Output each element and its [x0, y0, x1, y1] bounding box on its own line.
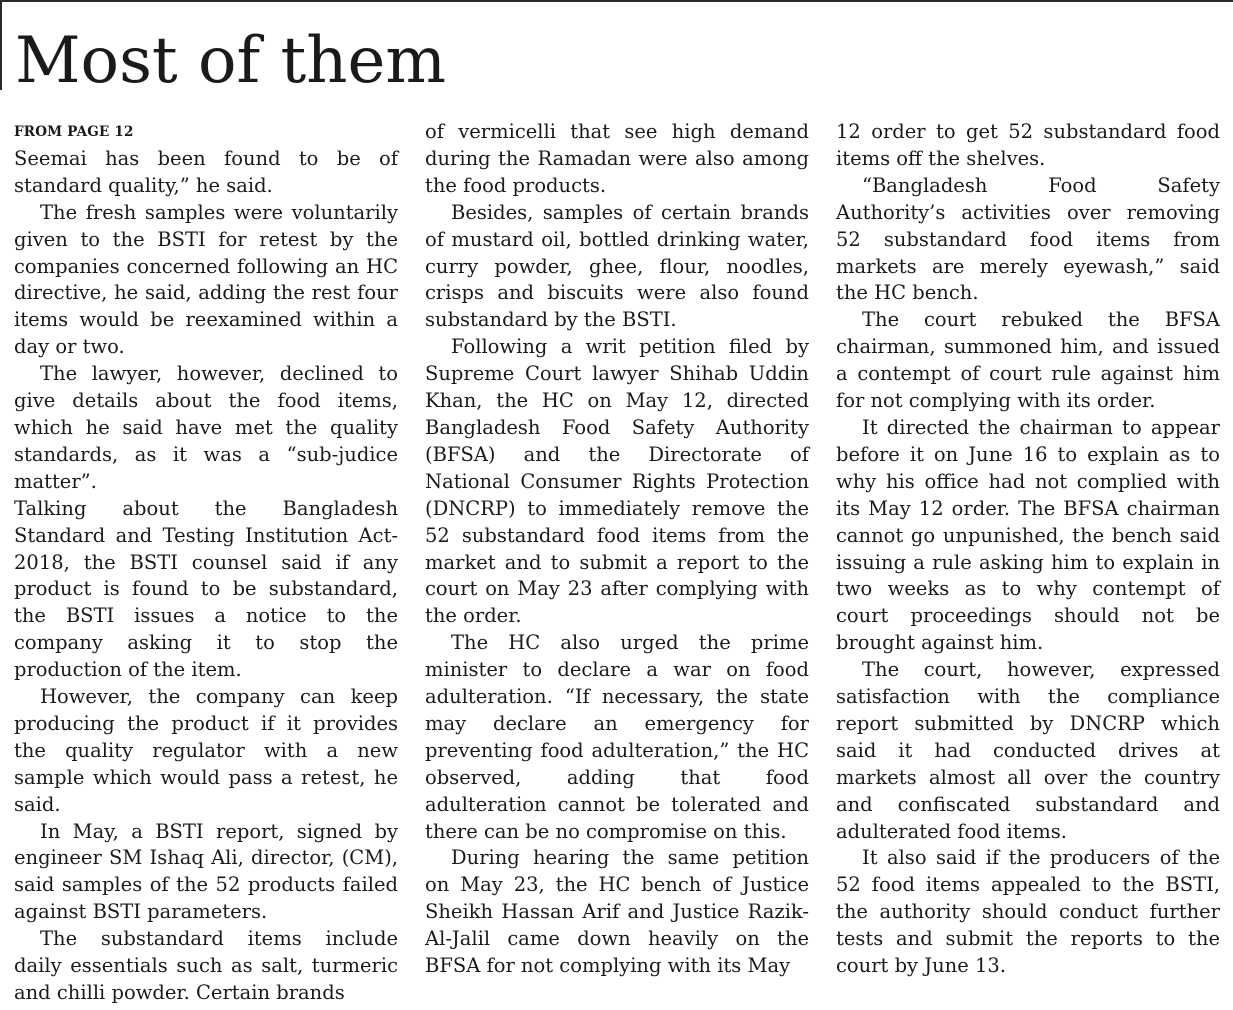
paragraph: of vermicelli that see high demand during the Ramadan were also among the food products. — [425, 120, 809, 197]
top-rule — [0, 0, 1233, 2]
paragraph: Following a writ petition filed by Supreme Court lawyer Shihab Uddin Khan, the HC on May 12, directed Bangladesh Food Safety Authority (BFSA) and the Directorate of National Consumer Rights Protection (DNCRP) to immediately remove the 52 substandard food items from the market and to submit a report to the court on May 23 after complying with the order. — [425, 335, 809, 628]
paragraph: The court rebuked the BFSA chairman, summoned him, and issued a contempt of court rule against him for not complying with its order. — [836, 308, 1220, 413]
paragraph: The court, however, expressed satisfaction with the compliance report submitted by DNCRP which said it had conducted drives at markets almost all over the country and confiscated substandard and adulterated food items. — [836, 658, 1220, 843]
jump-line: FROM PAGE 12 — [14, 124, 134, 140]
paragraph: The lawyer, however, declined to give details about the food items, which he said have met the quality standards, as it was a “sub-judice matter”. — [14, 362, 398, 493]
left-rule — [0, 0, 2, 90]
paragraph: However, the company can keep producing the product if it provides the quality regulator with a new sample which would pass a retest, he said. — [14, 685, 398, 816]
article-column-2 — [425, 119, 809, 980]
paragraph: Besides, samples of certain brands of mustard oil, bottled drinking water, curry powder, ghee, flour, noodles, crisps and biscuits were also found substandard by the BSTI. — [425, 200, 809, 332]
headline: Most of them — [15, 24, 447, 98]
article-column-3 — [836, 119, 1220, 980]
paragraph: Seemai has been found to be of standard quality,” he said. — [14, 146, 398, 197]
paragraph: During hearing the same petition on May 23, the HC bench of Justice Sheikh Hassan Arif and Justice Razik-Al-Jalil came down heavily on the BFSA for not complying with its May — [425, 846, 809, 978]
paragraph: In May, a BSTI report, signed by engineer SM Ishaq Ali, director, (CM), said samples of the 52 products failed against BSTI parameters. — [14, 819, 398, 924]
paragraph: The HC also urged the prime minister to declare a war on food adulteration. “If necessary, the state may declare an emergency for preventing food adulteration,” the HC observed, adding that food adulteration cannot be tolerated and there can be no compromise on this. — [425, 631, 809, 843]
paragraph: 12 order to get 52 substandard food items off the shelves. — [836, 120, 1220, 170]
paragraph: The substandard items include daily essentials such as salt, turmeric and chilli powder. Certain brands — [14, 927, 398, 1004]
paragraph: “Bangladesh Food Safety Authority’s activities over removing 52 substandard food items from markets are merely eyewash,” said the HC bench. — [836, 173, 1220, 305]
article-column-1 — [14, 119, 398, 1007]
paragraph: Talking about the Bangladesh Standard and Testing Institution Act-2018, the BSTI counsel said if any product is found to be substandard, the BSTI issues a notice to the company asking it to stop the production of the item. — [14, 496, 398, 682]
paragraph: It directed the chairman to appear before it on June 16 to explain as to why his office had not complied with its May 12 order. The BFSA chairman cannot go unpunished, the bench said issuing a rule asking him to explain in two weeks as to why contempt of court proceedings should not be brought against him. — [836, 415, 1220, 655]
paragraph: The fresh samples were voluntarily given to the BSTI for retest by the companies concerned following an HC directive, he said, adding the rest four items would be reexamined within a day or two. — [14, 200, 398, 359]
paragraph: It also said if the producers of the 52 food items appealed to the BSTI, the authority should conduct further tests and submit the reports to the court by June 13. — [836, 846, 1220, 978]
